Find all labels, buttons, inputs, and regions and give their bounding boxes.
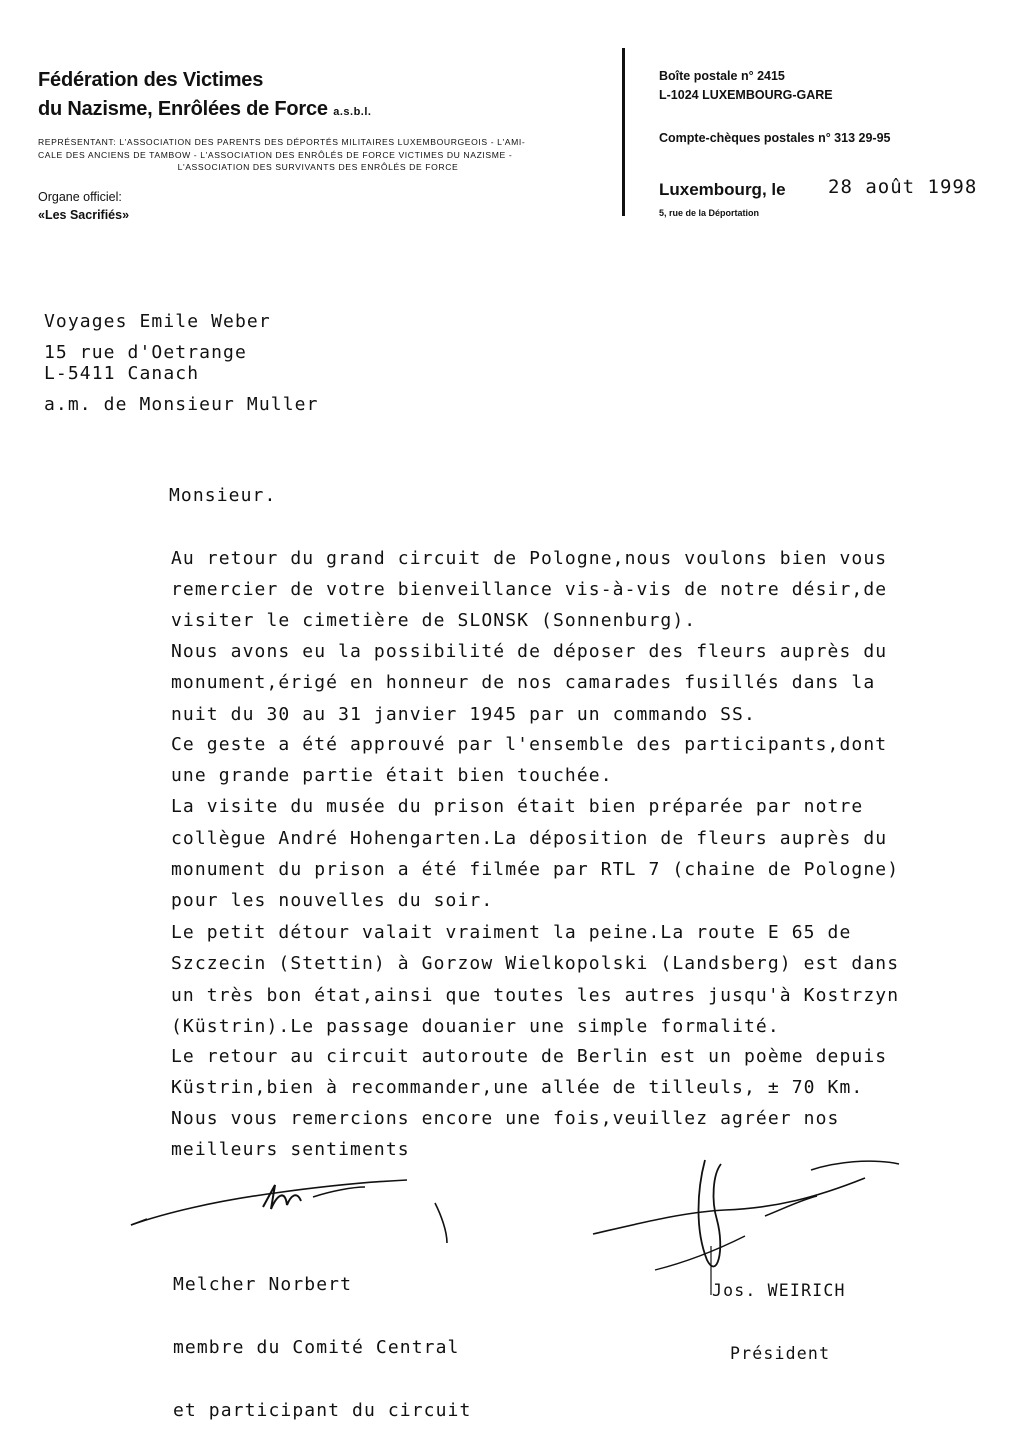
body-line: un très bon état,ainsi que toutes les autres jusqu'à Kostrzyn	[171, 985, 900, 1006]
body-line: remercier de votre bienveillance vis-à-vis de notre désir,de	[171, 579, 888, 600]
recipient-line-2: 15 rue d'Oetrange	[44, 342, 247, 363]
body-line: Nous vous remercions encore une fois,veuillez agréer nos	[171, 1108, 840, 1129]
body-line: pour les nouvelles du soir.	[171, 890, 494, 911]
represented-associations	[38, 136, 598, 174]
postal-city: L-1024 LUXEMBOURG-GARE	[659, 88, 833, 102]
represented-line-3: L'ASSOCIATION DES SURVIVANTS DES ENRÔLÉS DE FORCE	[177, 162, 459, 172]
signatory-left-role-2: et participant du circuit	[173, 1400, 472, 1421]
represented-line-1: REPRÉSENTANT: L'ASSOCIATION DES PARENTS DES DÉPORTÉS MILITAIRES LUXEMBOURGEOIS - L'AMI-	[38, 137, 526, 147]
body-line: Szczecin (Stettin) à Gorzow Wielkopolski (Landsberg) est dans	[171, 953, 900, 974]
official-organ-journal: «Les Sacrifiés»	[38, 208, 130, 222]
official-organ-label: Organe officiel:	[38, 190, 122, 204]
body-line: collègue André Hohengarten.La déposition de fleurs auprès du	[171, 828, 888, 849]
organization-name	[38, 66, 371, 127]
body-line: Küstrin,bien à recommander,une allée de tilleuls, ± 70 Km.	[171, 1077, 864, 1098]
street-address: 5, rue de la Déportation	[659, 208, 760, 218]
represented-line-2: CALE DES ANCIENS DE TAMBOW - L'ASSOCIATION DES ENRÔLÉS DE FORCE VICTIMES DU NAZISME -	[38, 149, 513, 160]
official-organ	[38, 188, 129, 224]
postal-address	[659, 67, 833, 105]
body-line: monument du prison a été filmée par RTL 7 (chaine de Pologne)	[171, 859, 900, 880]
body-line: Le petit détour valait vraiment la peine.La route E 65 de	[171, 922, 852, 943]
recipient-line-1: Voyages Emile Weber	[44, 311, 271, 332]
organization-name-line2	[38, 95, 371, 127]
signatory-right-title: Président	[730, 1344, 831, 1363]
organization-name-line2-text: du Nazisme, Enrôlées de Force	[38, 98, 328, 120]
signatory-left	[173, 1232, 471, 1442]
recipient-line-3: L-5411 Canach	[44, 363, 200, 384]
body-line: monument,érigé en honneur de nos camarades fusillés dans la	[171, 672, 876, 693]
body-line: Nous avons eu la possibilité de déposer des fleurs auprès du	[171, 641, 888, 662]
organization-suffix: a.s.b.l.	[333, 106, 372, 118]
body-line: (Küstrin).Le passage douanier une simple formalité.	[171, 1016, 780, 1037]
letterhead-divider	[622, 48, 625, 216]
signatory-left-role-1: membre du Comité Central	[173, 1337, 460, 1358]
signatory-left-name: Melcher Norbert	[173, 1274, 353, 1295]
letter-place: Luxembourg, le	[659, 180, 786, 199]
signatory-right-name: Jos. WEIRICH	[712, 1281, 846, 1300]
recipient-line-4: a.m. de Monsieur Muller	[44, 394, 319, 415]
body-line: nuit du 30 au 31 janvier 1945 par un commando SS.	[171, 704, 756, 725]
organization-name-line1: Fédération des Victimes	[38, 69, 264, 91]
signatory-right	[712, 1238, 846, 1385]
body-line: Le retour au circuit autoroute de Berlin est un poème depuis	[171, 1046, 888, 1067]
body-line: La visite du musée du prison était bien préparée par notre	[171, 796, 864, 817]
body-line: une grande partie était bien touchée.	[171, 765, 613, 786]
letter-date: 28 août 1998	[828, 176, 978, 198]
body-line: Ce geste a été approuvé par l'ensemble des participants,dont	[171, 734, 888, 755]
salutation: Monsieur.	[169, 485, 277, 506]
body-line: Au retour du grand circuit de Pologne,nous voulons bien vous	[171, 548, 888, 569]
postal-box: Boîte postale n° 2415	[659, 69, 785, 83]
postal-checking-account: Compte-chèques postales n° 313 29-95	[659, 131, 891, 145]
body-line: meilleurs sentiments	[171, 1139, 410, 1160]
body-line: visiter le cimetière de SLONSK (Sonnenburg).	[171, 610, 697, 631]
